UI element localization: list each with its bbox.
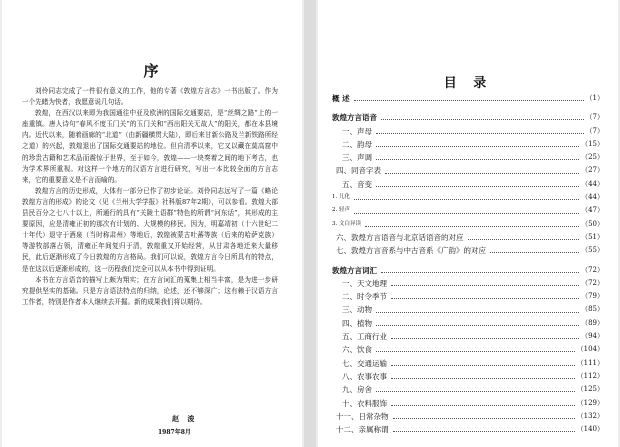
toc-leader-dots (391, 405, 575, 406)
toc-entry[interactable] (332, 303, 604, 316)
toc-entry-page: （129） (576, 398, 604, 407)
preface-title: 序 (143, 62, 161, 80)
toc-entry-label: 四、植物 (342, 318, 372, 328)
toc-leader-dots (376, 186, 579, 187)
toc-entry-label: 五、工商行业 (342, 332, 387, 342)
preface-body (22, 86, 278, 308)
toc-leader-dots (376, 146, 579, 147)
toc-entry-page: （27） (581, 166, 604, 175)
toc-entry-page: （47） (581, 206, 604, 215)
preface-date: 1987年8月 (158, 429, 191, 436)
toc-entry[interactable] (332, 397, 604, 410)
toc-entry-label: 六、饮食 (342, 345, 372, 355)
contents-list (332, 92, 604, 436)
toc-entry-label: 三、声调 (342, 153, 372, 163)
toc-entry-page: （104） (576, 345, 604, 354)
toc-entry[interactable] (332, 244, 604, 257)
toc-leader-dots (391, 338, 579, 339)
toc-entry-label: 敦煌方言词汇 (332, 265, 377, 275)
toc-entry-page: （44） (581, 193, 604, 202)
toc-entry-page: （125） (576, 385, 604, 394)
toc-leader-dots (393, 431, 575, 432)
preface-page (2, 0, 302, 447)
toc-leader-dots (490, 252, 579, 253)
toc-entry-label: 四、同音字表 (336, 166, 381, 176)
contents-page (318, 0, 618, 447)
toc-entry-page: （111） (576, 358, 604, 367)
toc-entry[interactable] (332, 317, 604, 330)
toc-entry-label: 一、声母 (342, 126, 372, 136)
toc-entry-page: （72） (581, 265, 604, 274)
toc-entry-label: 敦煌方言语音 (332, 113, 377, 123)
preface-paragraph: 本书在方言语音的描写上颇为翔实；在方言词汇的蒐集上相当丰富，是为进一步研究提供坚实的基础。只是方言语法特点的归纳，论述，还不够深广；这有赖于汉语方言工作者，特别是作者本人继续去开掘。新的成果我们将以期待。 (22, 275, 278, 306)
toc-entry-page: （140） (576, 425, 604, 434)
toc-entry-label: 1. 儿化 (332, 194, 350, 201)
toc-entry-page: （50） (581, 219, 604, 228)
toc-entry-label: 七、交通运输 (342, 358, 387, 368)
toc-entry[interactable] (332, 290, 604, 303)
toc-leader-dots (376, 351, 575, 352)
toc-leader-dots (381, 272, 579, 273)
toc-entry-label: 二、韵母 (342, 139, 372, 149)
toc-entry-page: （79） (581, 292, 604, 301)
toc-entry-page: （112） (576, 371, 604, 380)
toc-leader-dots (393, 418, 575, 419)
toc-entry-page: （1） (585, 94, 604, 102)
toc-leader-dots (354, 100, 584, 101)
toc-entry[interactable] (332, 151, 604, 164)
contents-title: 目 录 (443, 76, 493, 91)
toc-entry-page: （85） (581, 305, 604, 314)
toc-entry-page: （55） (581, 246, 604, 255)
toc-entry[interactable] (332, 178, 604, 191)
toc-entry-label: 十二、亲属称谓 (336, 425, 389, 435)
toc-leader-dots (376, 325, 579, 326)
toc-leader-dots (391, 365, 575, 366)
toc-leader-dots (468, 239, 580, 240)
toc-entry-page: （94） (581, 332, 604, 341)
toc-entry-label: 八、农事农事 (342, 371, 387, 381)
toc-entry[interactable] (332, 111, 604, 124)
toc-entry-page: （7） (585, 113, 604, 122)
toc-leader-dots (354, 213, 579, 214)
toc-entry[interactable] (332, 423, 604, 436)
toc-entry-page: （25） (581, 153, 604, 162)
toc-entry-label: 九、房舍 (342, 385, 372, 395)
toc-leader-dots (376, 159, 579, 160)
toc-leader-dots (391, 285, 579, 286)
toc-entry-label: 三、动物 (342, 305, 372, 315)
preface-paragraph: 敦煌，在西汉以来即为我国通往中亚及欧洲的国际交通要站，是“丝绸之路”上的一座重镇。唐人诗句“春风不度玉门关”的玉门关和“西出阳关无故人”的阳关，都在本县境内。近代以来，随着画廊的“北道”（由新疆横贯大陆），即后来甘新公路及兰新铁路所经之道）的兴起，敦煌退出了国际交通要站的地位。但自清季以来，它又以藏在莫高窟中的珍贵古籍和艺术品而震惊于世界，至于如今，敦煌——一块奏着之间的地下考古，也为学术界所重视。对这样一个地方的汉语方言进行研究，写出一本比较全面的方言志来，它的重要意义是不言而喻的。 (22, 109, 278, 184)
toc-entry-page: （44） (581, 179, 604, 188)
toc-leader-dots (376, 133, 584, 134)
toc-entry-label: 七、敦煌方言音系与中古音系《广韵》的对应 (336, 246, 486, 256)
toc-entry-label: 3. 文白异读 (332, 220, 361, 227)
toc-leader-dots (365, 226, 579, 227)
toc-leader-dots (391, 378, 575, 379)
toc-entry-label: 六、敦煌方言语音与北京话语音的对应 (336, 232, 464, 242)
toc-leader-dots (385, 173, 579, 174)
toc-entry[interactable] (332, 138, 604, 151)
toc-leader-dots (376, 391, 575, 392)
toc-entry[interactable] (332, 410, 604, 423)
toc-leader-dots (376, 312, 579, 313)
toc-entry[interactable] (332, 330, 604, 343)
toc-leader-dots (354, 199, 579, 200)
toc-entry[interactable] (332, 204, 604, 217)
toc-entry-label: 五、音变 (342, 179, 372, 189)
toc-entry[interactable] (332, 264, 604, 277)
preface-signature: 赵 浚 (172, 414, 198, 423)
toc-entry-page: （72） (581, 278, 604, 287)
preface-paragraph: 刘伶同志完成了一件很有意义的工作，他的专著《敦煌方言志》一书出版了。作为一个先睹为快者，我愿意说几句话。 (22, 87, 278, 107)
toc-entry-page: （15） (581, 139, 604, 148)
toc-entry[interactable] (332, 92, 604, 105)
toc-entry[interactable] (332, 231, 604, 244)
toc-entry[interactable] (332, 125, 604, 138)
preface-paragraph: 敦煌方言的历史形成，大体有一部分已作了初步论证。刘伶同志远写了一篇《略论敦煌方言的形成》的论文（见《兰州大学学报》社科版87年2期），可以参看。敦煌大部县民百分之七八十以上，所通行的具有“关陇土语群”特色的所谓“河东话”，其形成的主要原因，应是清雍正初的那次有计划的、大规模的移民。因为，明嘉靖初（十六世纪二十年代）退守于酒泉（当时称肃州）等地后，敦煌被蒙古吐蕃等族（后来的哈萨克族）等游牧部落占领，清雍正年间复归于清，敦煌重又开始经营，从甘肃各地迁来大量移民，此后逐渐形成了今日敦煌的方言格局。我们可以说，敦煌方言今日所具有的特点，是在这以后逐渐形成的，这一历程我们完全可以从本书中得到证明。 (22, 186, 278, 273)
toc-entry[interactable] (332, 218, 604, 231)
toc-entry[interactable] (332, 343, 604, 356)
toc-entry-page: （7） (585, 126, 604, 135)
toc-entry[interactable] (332, 164, 604, 177)
toc-entry[interactable] (332, 191, 604, 204)
toc-entry[interactable] (332, 383, 604, 396)
toc-entry-label: 十、衣料服饰 (342, 398, 387, 408)
toc-entry-page: （51） (581, 232, 604, 241)
toc-entry-label: 一、天文地理 (342, 278, 387, 288)
page-gutter (304, 0, 316, 447)
toc-entry[interactable] (332, 277, 604, 290)
toc-leader-dots (381, 119, 584, 120)
toc-entry-label: 概 述 (332, 94, 350, 103)
toc-entry-page: （89） (581, 318, 604, 327)
toc-entry[interactable] (332, 370, 604, 383)
toc-entry[interactable] (332, 357, 604, 370)
toc-entry-page: （132） (576, 411, 604, 420)
toc-entry-label: 2. 轻声 (332, 207, 350, 214)
toc-leader-dots (391, 298, 579, 299)
toc-entry-label: 二、时令季节 (342, 292, 387, 302)
toc-entry-label: 十一、日常杂物 (336, 411, 389, 421)
